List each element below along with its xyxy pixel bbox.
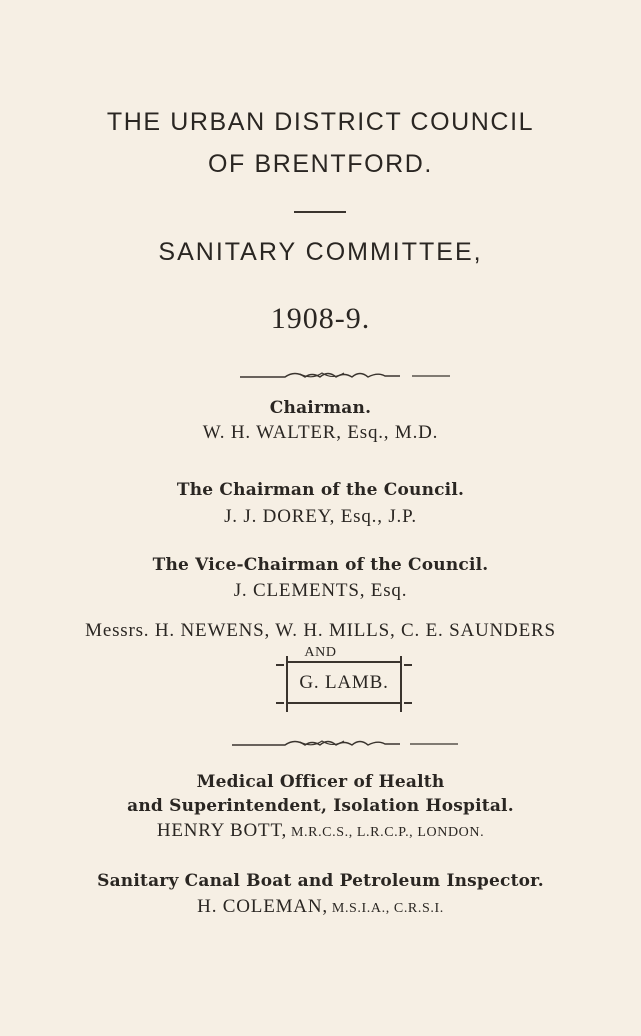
ornamental-rule-top xyxy=(0,368,641,382)
committee-title: SANITARY COMMITTEE, xyxy=(158,238,483,266)
council-chairman-role: The Chairman of the Council. xyxy=(176,480,465,500)
ornamental-rule-bottom xyxy=(0,736,641,750)
council-title-line2: OF BRENTFORD. xyxy=(208,150,433,178)
inspector-role: Sanitary Canal Boat and Petroleum Inspector. xyxy=(97,871,544,891)
lamb-name: G. LAMB. xyxy=(299,672,389,693)
chairman-name: W. H. WALTER, Esq., M.D. xyxy=(202,422,439,443)
inspector-quals: M.S.I.A., C.R.S.I. xyxy=(331,901,444,916)
vice-chairman-name: J. CLEMENTS, Esq. xyxy=(233,580,408,601)
medical-officer-quals: M.R.C.S., L.R.C.P., LONDON. xyxy=(291,825,485,840)
medical-officer-name-line xyxy=(0,820,641,842)
committee-year: 1908-9. xyxy=(270,302,371,335)
members-and: AND xyxy=(304,645,337,660)
title-rule xyxy=(294,211,346,213)
inspector-name-line xyxy=(0,896,641,918)
chairman-role: Chairman. xyxy=(269,398,372,418)
medical-officer-name: HENRY BOTT, xyxy=(156,820,287,841)
medical-officer-role-1: Medical Officer of Health xyxy=(196,772,445,792)
medical-officer-role-2: and Superintendent, Isolation Hospital. xyxy=(127,796,514,816)
vice-chairman-role: The Vice-Chairman of the Council. xyxy=(152,555,489,575)
inspector-name: H. COLEMAN, xyxy=(197,896,328,917)
council-title-line1: THE URBAN DISTRICT COUNCIL xyxy=(106,108,535,136)
council-chairman-name: J. J. DOREY, Esq., J.P. xyxy=(224,506,417,527)
members-line: Messrs. H. NEWENS, W. H. MILLS, C. E. SAUNDERS xyxy=(85,620,556,641)
